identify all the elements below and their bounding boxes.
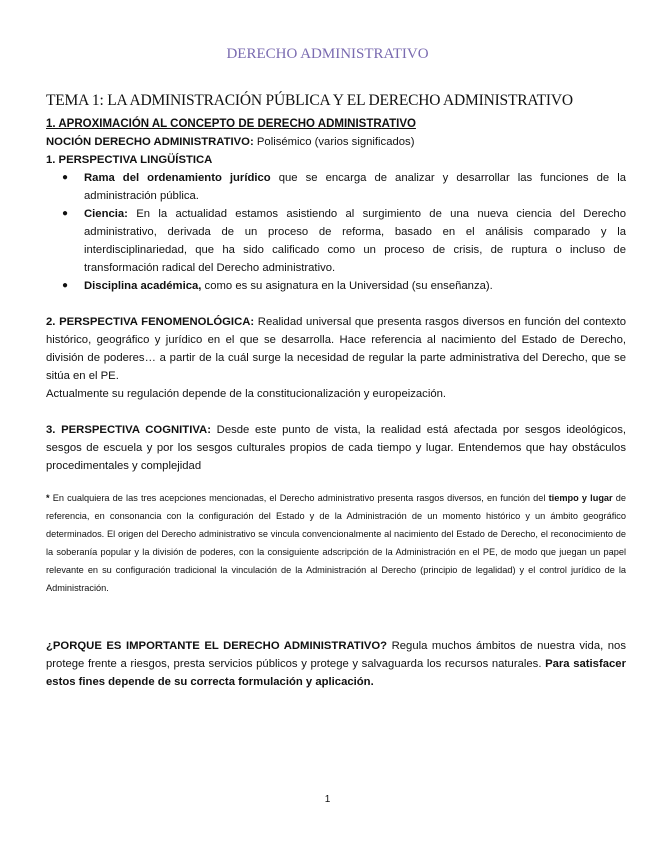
paragraph-label: 3. PERSPECTIVA COGNITIVA: <box>46 424 211 436</box>
bullet-text: que se encarga de analizar y desarrollar las funciones de la administración pública. <box>84 172 627 202</box>
paragraph-label: ¿PORQUE ES IMPORTANTE EL DERECHO ADMINISTRATIVO? <box>46 640 388 652</box>
paragraph <box>46 421 626 475</box>
perspectiva-fenomenologica <box>46 313 626 403</box>
section-heading: 1. APROXIMACIÓN AL CONCEPTO DE DERECHO ADMINISTRATIVO <box>46 118 416 130</box>
perspectiva-cognitiva <box>46 421 626 475</box>
note-text: En cualquiera de las tres acepciones mencionadas, el Derecho administrativo presenta rasgos diversos, en función del <box>49 493 549 503</box>
bullet-list <box>46 169 626 295</box>
importance-section <box>46 637 626 691</box>
section-1 <box>46 115 626 295</box>
paragraph-text: Realidad universal que presenta rasgos diversos en función del contexto histórico, geográfico y jurídico en el que se desarrolla. Hace referencia al nacimiento del Estado de Derecho, división de poderes… a partir de la cuál surge la necesidad de regular la parte administrativa del Derecho, que se sitúa en el PE. <box>46 316 626 382</box>
paragraph <box>46 313 626 385</box>
page-number: 1 <box>324 794 331 805</box>
nocion-text: Polisémico (varios significados) <box>253 136 415 148</box>
nocion-label: NOCIÓN DERECHO ADMINISTRATIVO: <box>46 136 254 148</box>
note-star: * <box>46 493 50 503</box>
note-text: de referencia, en consonancia con la configuración del Estado y de la Administración de un momento histórico y un ámbito geográfico determinados. El origen del Derecho administrativo se vincula convencionalmente al nacimiento del Estado de Derecho, el reconocimiento de la soberanía popular y la división de poderes, con la consiguiente adscripción de la Administración en el PE, de modo que juegan un papel relevante en su configuración tradicional la vinculación de la Administración al Derecho (principio de legalidad) y el control jurídico de la Administración. <box>46 493 627 593</box>
list-item <box>46 277 626 295</box>
bullet-text: En la actualidad estamos asistiendo al surgimiento de una nueva ciencia del Derecho administrativo, derivada de un proceso de reforma, basado en el análisis comparado y la interdisciplinariedad, que ha sido calificado como un proceso de crisis, de ruptura o incluso de transformación radical del Derecho administrativo. <box>84 208 626 274</box>
bullet-bold: Disciplina académica, <box>84 280 202 292</box>
footnote-paragraph <box>46 489 626 597</box>
list-item <box>46 169 626 205</box>
paragraph: Actualmente su regulación depende de la constitucionalización y europeización. <box>46 388 447 400</box>
bullet-bold: Ciencia: <box>84 208 128 220</box>
bullet-dot-icon: ● <box>62 280 69 291</box>
nocion-line <box>46 133 626 151</box>
paragraph-bold-end: Para satisfacer estos fines depende de su correcta formulación y aplicación. <box>46 658 626 688</box>
paragraph-label: 2. PERSPECTIVA FENOMENOLÓGICA: <box>46 316 255 328</box>
bullet-text: como es su asignatura en la Universidad (su enseñanza). <box>201 280 493 292</box>
list-item <box>46 205 626 277</box>
paragraph-text: Desde este punto de vista, la realidad está afectada por sesgos ideológicos, sesgos de escuela y por los sesgos culturales propios de cada tiempo y lugar. Entendemos que hay obstáculos procedimentales y complejidad <box>46 424 626 472</box>
bullet-dot-icon: ● <box>62 208 69 219</box>
paragraph-text: Regula muchos ámbitos de nuestra vida, nos protege frente a riesgos, presta servicios públicos y protege y salvaguarda los recursos naturales. <box>46 640 626 670</box>
perspectiva-linguistica-heading: 1. PERSPECTIVA LINGÜÍSTICA <box>46 154 213 166</box>
topic-heading: TEMA 1: LA ADMINISTRACIÓN PÚBLICA Y EL DERECHO ADMINISTRATIVO <box>46 92 573 109</box>
document-title: DERECHO ADMINISTRATIVO <box>226 46 429 62</box>
paragraph <box>46 637 626 691</box>
bullet-dot-icon: ● <box>62 172 69 183</box>
bullet-bold: Rama del ordenamiento jurídico <box>84 172 271 184</box>
note-bold: tiempo y lugar <box>548 493 613 503</box>
